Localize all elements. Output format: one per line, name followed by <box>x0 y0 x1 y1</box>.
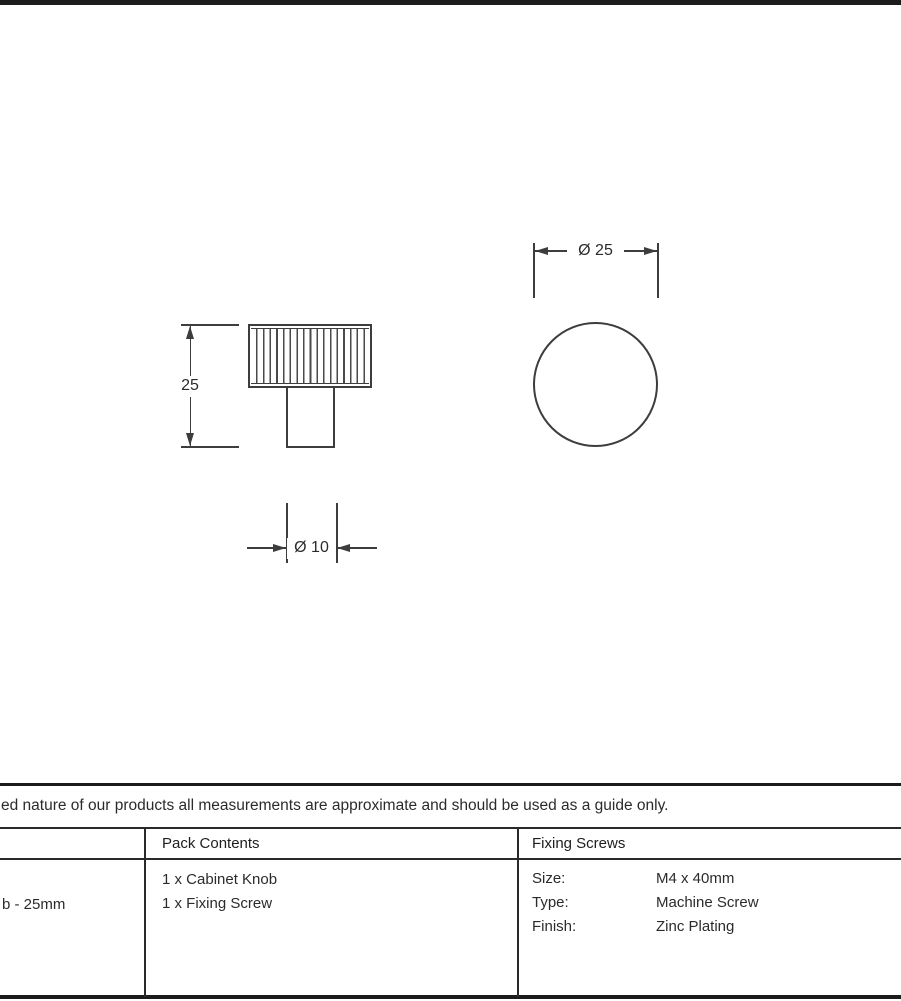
table-header-top-border <box>0 827 901 829</box>
shaft-dimension-label: Ø 10 <box>287 538 336 559</box>
table-column-divider-1 <box>144 827 146 997</box>
height-dimension-label: 25 <box>174 376 206 397</box>
table-column-divider-2 <box>517 827 519 997</box>
pack-contents-header: Pack Contents <box>162 835 260 852</box>
arrowhead-right-icon <box>644 247 657 255</box>
knob-top-view-circle <box>533 322 658 447</box>
product-name-label: b - 25mm <box>2 896 66 913</box>
spec-value: Machine Screw <box>656 894 759 911</box>
arrowhead-right-icon <box>273 544 286 552</box>
knurled-pattern <box>251 328 369 384</box>
fixing-screws-header: Fixing Screws <box>532 835 626 852</box>
extension-line-shaft-right <box>336 503 338 563</box>
knob-shaft-front-view <box>286 388 335 448</box>
spec-value: Zinc Plating <box>656 918 735 935</box>
arrowhead-left-icon <box>535 247 548 255</box>
spec-label: Finish: <box>532 918 577 935</box>
spec-label: Type: <box>532 894 569 911</box>
arrowhead-left-icon <box>337 544 350 552</box>
arrowhead-down-icon <box>186 433 194 446</box>
table-header-bottom-border <box>0 858 901 860</box>
extension-line-circle-right <box>657 243 659 298</box>
arrowhead-up-icon <box>186 326 194 339</box>
page-top-border <box>0 0 901 5</box>
extension-line-bottom <box>181 446 239 448</box>
table-bottom-border <box>0 995 901 999</box>
disclaimer-text: ed nature of our products all measurements are approximate and should be used as a guide only. <box>1 797 669 814</box>
pack-item: 1 x Cabinet Knob <box>162 871 278 888</box>
disclaimer-top-border <box>0 783 901 786</box>
knob-head-front-view <box>248 324 372 388</box>
spec-label: Size: <box>532 870 566 887</box>
pack-item: 1 x Fixing Screw <box>162 895 273 912</box>
diameter-dimension-label: Ø 25 <box>567 241 624 262</box>
spec-value: M4 x 40mm <box>656 870 735 887</box>
